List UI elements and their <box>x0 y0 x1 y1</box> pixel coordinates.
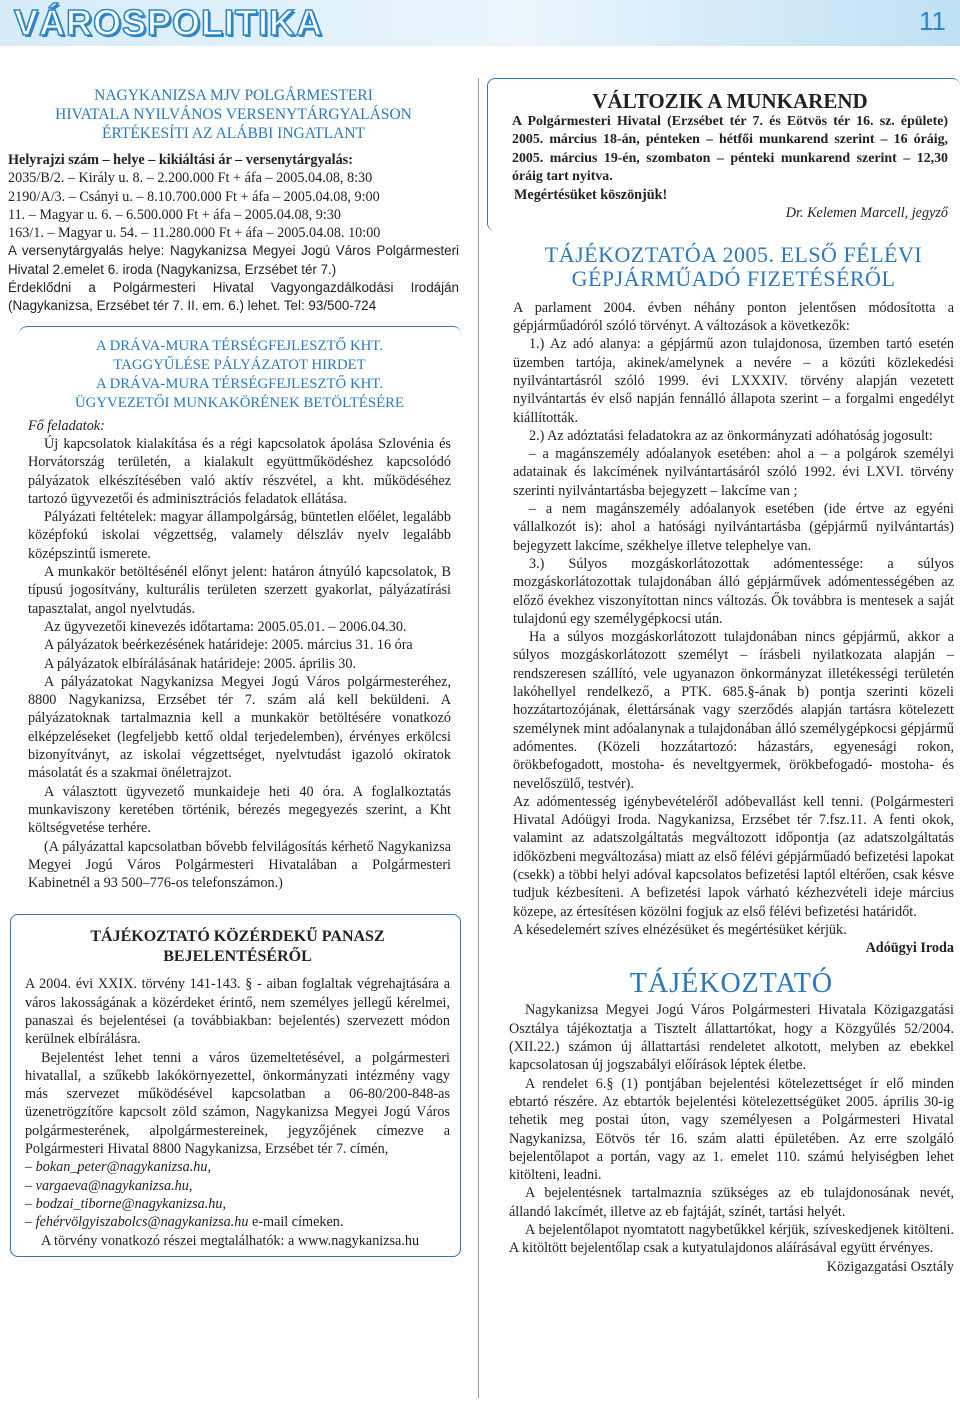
munkarend-body: A Polgármesteri Hivatal (Erzsébet tér 7. és Eötvös tér 16. sz. épülete) 2005. március 18-án, pénteken – hétfői munkarend szerint – 16 óráig, 2005. március 19-én, szombaton – pénteki munkarend szerint – 12,30 óráig tart nyitva. <box>512 114 948 184</box>
tajekoztato-paragraph: A rendelet 6.§ (1) pontjában bejelentési kötelezettséget ír elő minden ebtartó részére. Az ebtartók bejelentési kötelezettségüket 2005. április 30-ig tehetik meg postai úton, vagy személyesen a Polgármesteri Hivatal Nagykanizsa, Eötvös tér 16. szám alatti épületében. Az erre szolgáló bejelentőlapot a portán, vagy az 1. emelet 110. számú helyiségben lehet kitölteni, leadni. <box>509 1075 954 1184</box>
panasz-paragraph: A 2004. évi XXIX. törvény 141-143. § - aiban foglaltak végrehajtására a város lakosságának a közérdeket érintő, nem személyes jellegű kérelmei, panaszai és bejelentései (a továbbiakban: bejelentés) szervezett módon kerülnek elbírálásra. <box>25 976 450 1048</box>
job-paragraph: A munkakör betöltésénél előnyt jelent: határon átnyúló kapcsolatok, B típusú jogosítvány, kulturális területen szerzett gyakorlat, pályázatírási tapasztalat, angol nyelvtudás. <box>28 564 451 617</box>
section-title: VÁROSPOLITIKA <box>14 2 324 43</box>
page-number: 11 <box>919 6 946 36</box>
panasz-notice <box>10 914 461 1256</box>
tajekoztato-paragraph: A bejelentőlapot nyomtatott nagybetűkkel kérjük, szíveskedjenek kitölteni. A kitöltött bejelentőlap csak a kutyatulajdonos aláírásával együtt érvényes. <box>509 1222 954 1257</box>
job-title-4: ÜGYVEZETŐI MUNKAKÖRÉNEK BETÖLTÉSÉRE <box>74 394 405 411</box>
gepjarmu-signature: Adóügyi Iroda <box>865 940 954 957</box>
gepjarmu-paragraph: Ha a súlyos mozgáskorlátozott tulajdonában nincs gépjármű, akkor a súlyos mozgáskorlátozott személyt – írásbeli nyilatkozata alapján – rendszeresen szállító, vele ugyanazon önkormányzat illetékességi területén lakóhellyel rendelkező, a PTK. 685.§-ának b) pontja szerinti közeli hozzátartozójának, élettársának vagy szerződés alapján tartásra kötelezett személynek mint adóalanynak a tulajdonában álló személygépkocsi gépjármű adómentes. (Közeli hozzátartozó: házastárs, egyenesági rokon, örökbefogadott, mostoha- és neveltgyermek, örökbefogadó- mostoha- és nevelőszülő, testvér). <box>513 629 954 792</box>
auction-title-1: NAGYKANIZSA MJV POLGÁRMESTERI <box>94 87 373 104</box>
tasks-label: Fő feladatok: <box>28 417 105 434</box>
email-link[interactable]: fehérvölgyiszabolcs@nagykanizsa.hu <box>35 1214 249 1231</box>
auction-place: A versenytárgyalás helye: Nagykanizsa Megyei Jogú Város Polgármesteri Hivatal 2.emelet 6. iroda (Nagykanizsa, Erzsébet tér 7.) <box>8 243 459 277</box>
job-paragraph: A pályázatok elbírálásának határideje: 2005. április 30. <box>44 655 357 672</box>
auction-item: 2035/B/2. – Király u. 8. – 2.200.000 Ft + áfa – 2005.04.08, 8:30 <box>8 170 373 187</box>
panasz-paragraph: Bejelentést lehet tenni a város üzemeltetésével, a polgármesteri hivatallal, a szűkebb lakókörnyezettel, önkormányzati intézmény vagy más szervezet működésével kapcsolatban a 06-80/200-848-as üzenetrögzítőre kapcsolt zöld számon, Nagykanizsa Megyei Jogú Város polgármesterének, alpolgármestereinek, jegyzőjének címezve a Polgármesteri Hivatal 8800 Nagykanizsa, Erzsébet tér 7. címén, <box>25 1049 450 1158</box>
auction-contact: Érdeklődni a Polgármesteri Hivatal Vagyongazdálkodási Irodáján (Nagykanizsa, Erzsébet tér 7. II. em. 6.) lehet. Tel: 93/500-724 <box>8 280 459 314</box>
panasz-title-2: BEJELENTÉSÉRŐL <box>163 948 312 966</box>
gepjarmu-paragraph: A parlament 2004. évben néhány ponton jelentősen módosította a gépjárműadóról szóló törvényt. A változások a következők: <box>513 299 954 335</box>
job-title-2: TAGGYŰLÉSE PÁLYÁZATOT HIRDET <box>113 356 366 373</box>
tajekoztato-signature: Közigazgatási Osztály <box>826 1258 954 1275</box>
job-notice <box>18 326 461 901</box>
auction-title-3: ÉRTÉKESÍTI AZ ALÁBBI INGATLANT <box>102 125 365 142</box>
job-paragraph: A választott ügyvezető munkaideje heti 40 óra. A foglalkoztatás munkaviszony keretében történik, bérezés megegyezés szerint, a Kht költségvetése terhére. <box>28 783 451 837</box>
auction-item: 2190/A/3. – Csányi u. – 8.10.700.000 Ft + áfa – 2005.04.08, 9:00 <box>8 188 380 205</box>
job-paragraph: Pályázati feltételek: magyar állampolgárság, büntetlen előélet, legalább középfokú iskolai végzettség, valamely délszláv nyelv legalább középszintű ismerete. <box>28 509 451 562</box>
email-suffix: e-mail címeken. <box>248 1214 344 1231</box>
email-item: – bokan_peter@nagykanizsa.hu, <box>25 1159 212 1176</box>
gepjarmu-paragraph: – a nem magánszemély adóalanyok esetében (ide értve az egyéni vállalkozót is): ahol a hatósági nyilvántartásba (gépjármű nyilvántartás) bejegyzett lakcíme, székhelye illetve telephelye van. <box>513 501 954 554</box>
auction-item: 163/1. – Magyar u. 54. – 11.280.000 Ft + áfa – 2005.04.08. 10:00 <box>8 225 381 242</box>
page-header <box>0 0 960 46</box>
auction-lead: Helyrajzi szám – helye – kikiáltási ár – versenytárgyalás: <box>8 152 353 168</box>
email-link[interactable]: bokan_peter@nagykanizsa.hu, <box>35 1159 212 1176</box>
auction-notice <box>0 72 467 316</box>
tajekoztato-title: TÁJÉKOZTATÓ <box>629 968 834 1000</box>
gepjarmu-title-2: GÉPJÁRMŰADÓ FIZETÉSÉRŐL <box>571 265 896 291</box>
job-title-3: A DRÁVA-MURA TÉRSÉGFEJLESZTŐ KHT. <box>96 375 383 392</box>
gepjarmu-paragraph: – a magánszemély adóalanyok esetében: ahol a – a polgárok személyi adatainak és lakcímének nyilvántartásáról szóló 1992. évi LXVI. törvény szerinti nyilvántartásba bejegyzett – lakcíme van ; <box>513 446 954 499</box>
tajekoztato-notice <box>487 967 960 1275</box>
munkarend-thanks: Megértésüket köszönjük! <box>514 187 668 204</box>
auction-title-2: HIVATALA NYILVÁNOS VERSENYTÁRGYALÁSON <box>55 106 412 123</box>
job-paragraph: Új kapcsolatok kialakítása és a régi kapcsolatok ápolása Szlovénia és Horvátország területén, a kialakult együttműködéshez kapcsolódó pályázatok elkészítésében való aktív részvétel, a kht. működéséhez tartozó ügyvezetői és adminisztrációs feladatok ellátása. <box>28 435 451 507</box>
job-paragraph: A pályázatok beérkezésének határideje: 2005. március 31. 16 óra <box>44 637 413 654</box>
gepjarmu-notice <box>487 243 960 958</box>
left-column <box>0 72 467 1257</box>
email-item: – vargaeva@nagykanizsa.hu, <box>25 1177 193 1194</box>
panasz-paragraph: A törvény vonatkozó részei megtalálhatók: a www.nagykanizsa.hu <box>41 1232 420 1249</box>
tajekoztato-paragraph: Nagykanizsa Megyei Jogú Város Polgármesteri Hivatala Közigazgatási Osztálya tájékoztatja a Tisztelt állattartókat, hogy a Közgyűlés 52/2004. (XII.22.) számon új állattartási rendeletet alkotott, melyben az ebekkel kapcsolatosan új jogszabályi előírások léptek életbe. <box>509 1002 954 1074</box>
gepjarmu-paragraph: 2.) Az adóztatási feladatokra az az önkormányzati adóhatóság jogosult: <box>529 427 933 444</box>
email-item: – fehérvölgyiszabolcs@nagykanizsa.hu e-mail címeken. <box>25 1214 344 1231</box>
munkarend-signature: Dr. Kelemen Marcell, jegyző <box>785 205 948 222</box>
job-paragraph: (A pályázattal kapcsolatban bővebb felvilágosítás kérhető Nagykanizsa Megyei Jogú Város Polgármesteri Hivatalában a Polgármesteri Kabinetnél a 93 500–776-os telefonszámon.) <box>28 838 451 892</box>
job-title-1: A DRÁVA-MURA TÉRSÉGFEJLESZTŐ KHT. <box>96 337 383 354</box>
gepjarmu-paragraph: A késedelemért szíves elnézésüket és megértésüket kérjük. <box>513 921 847 938</box>
panasz-title-1: TÁJÉKOZTATÓ KÖZÉRDEKŰ PANASZ <box>90 928 385 946</box>
job-paragraph: A pályázatokat Nagykanizsa Megyei Jogú Város polgármesteréhez, 8800 Nagykanizsa, Erzsébet tér 7. szám alá kell beküldeni. A pályázatoknak tartalmaznia kell a munkakör betöltésére vonatkozó elképzeléseket (legfeljebb kettő oldal terjedelemben), érvényes erkölcsi bizonyítványt, az iskolai végzettséget, nyelvtudást igazoló okiratok másolatát és a szakmai önéletrajzot. <box>28 673 451 782</box>
job-paragraph: Az ügyvezetői kinevezés időtartama: 2005.05.01. – 2006.04.30. <box>44 618 407 635</box>
column-divider <box>478 78 479 1398</box>
email-link[interactable]: bodzai_tiborne@nagykanizsa.hu, <box>35 1195 227 1212</box>
right-column <box>487 72 960 1276</box>
email-link[interactable]: vargaeva@nagykanizsa.hu, <box>35 1177 193 1194</box>
email-item: – bodzai_tiborne@nagykanizsa.hu, <box>25 1195 227 1212</box>
tajekoztato-paragraph: A bejelentésnek tartalmaznia szükséges az eb tulajdonosának nevét, állandó lakcímét, illetve az eb fajtáját, színét, tartási helyét. <box>509 1185 954 1220</box>
gepjarmu-title-1: TÁJÉKOZTATÓA 2005. ELSŐ FÉLÉVI <box>544 241 923 267</box>
gepjarmu-paragraph: Az adómentesség igénybevételéről adóbevallást kell tenni. (Polgármesteri Hivatal Adóügyi Iroda. Nagykanizsa, Erzsébet tér 7.fsz.11. A fenti okok, valamint az adatszolgáltatás megváltozott időpontja (az adatszolgáltatás időközbeni megváltozása) miatt az első félévi gépjárműadó befizetési lapokat (csekk) a többi helyi adóval kapcsolatos befizetési laptól eltérően, csak késve tudjuk kézbesíteni. A befizetési lapok várható kézhezvételi ideje március közepe, az értesítésen közölni fogjuk az első félévi befizetési határidőt. <box>513 793 954 920</box>
munkarend-title: VÁLTOZIK A MUNKAREND <box>592 89 868 113</box>
gepjarmu-paragraph: 3.) Súlyos mozgáskorlátozottak adómentessége: a súlyos mozgáskorlátozottak tulajdonában álló gépjárművek adómentességében az előző évekhez viszonyítottan nincs változás. Ők továbbra is mentesek a saját tulajdonú egy személygépkocsi után. <box>513 555 954 627</box>
auction-item: 11. – Magyar u. 6. – 6.500.000 Ft + áfa – 2005.04.08, 9:30 <box>8 206 341 223</box>
gepjarmu-paragraph: 1.) Az adó alanya: a gépjármű azon tulajdonosa, üzemben tartó esetén üzemben tartója, akinek/amelynek a nevére – a közúti közlekedési nyilvántartásról szóló 1999. évi LXXXIV. törvény alapján vezetett nyilvántartás év első napján fennálló állapota szerint – a forgalmi engedélyt kiállították. <box>513 336 954 426</box>
munkarend-notice <box>487 78 960 231</box>
